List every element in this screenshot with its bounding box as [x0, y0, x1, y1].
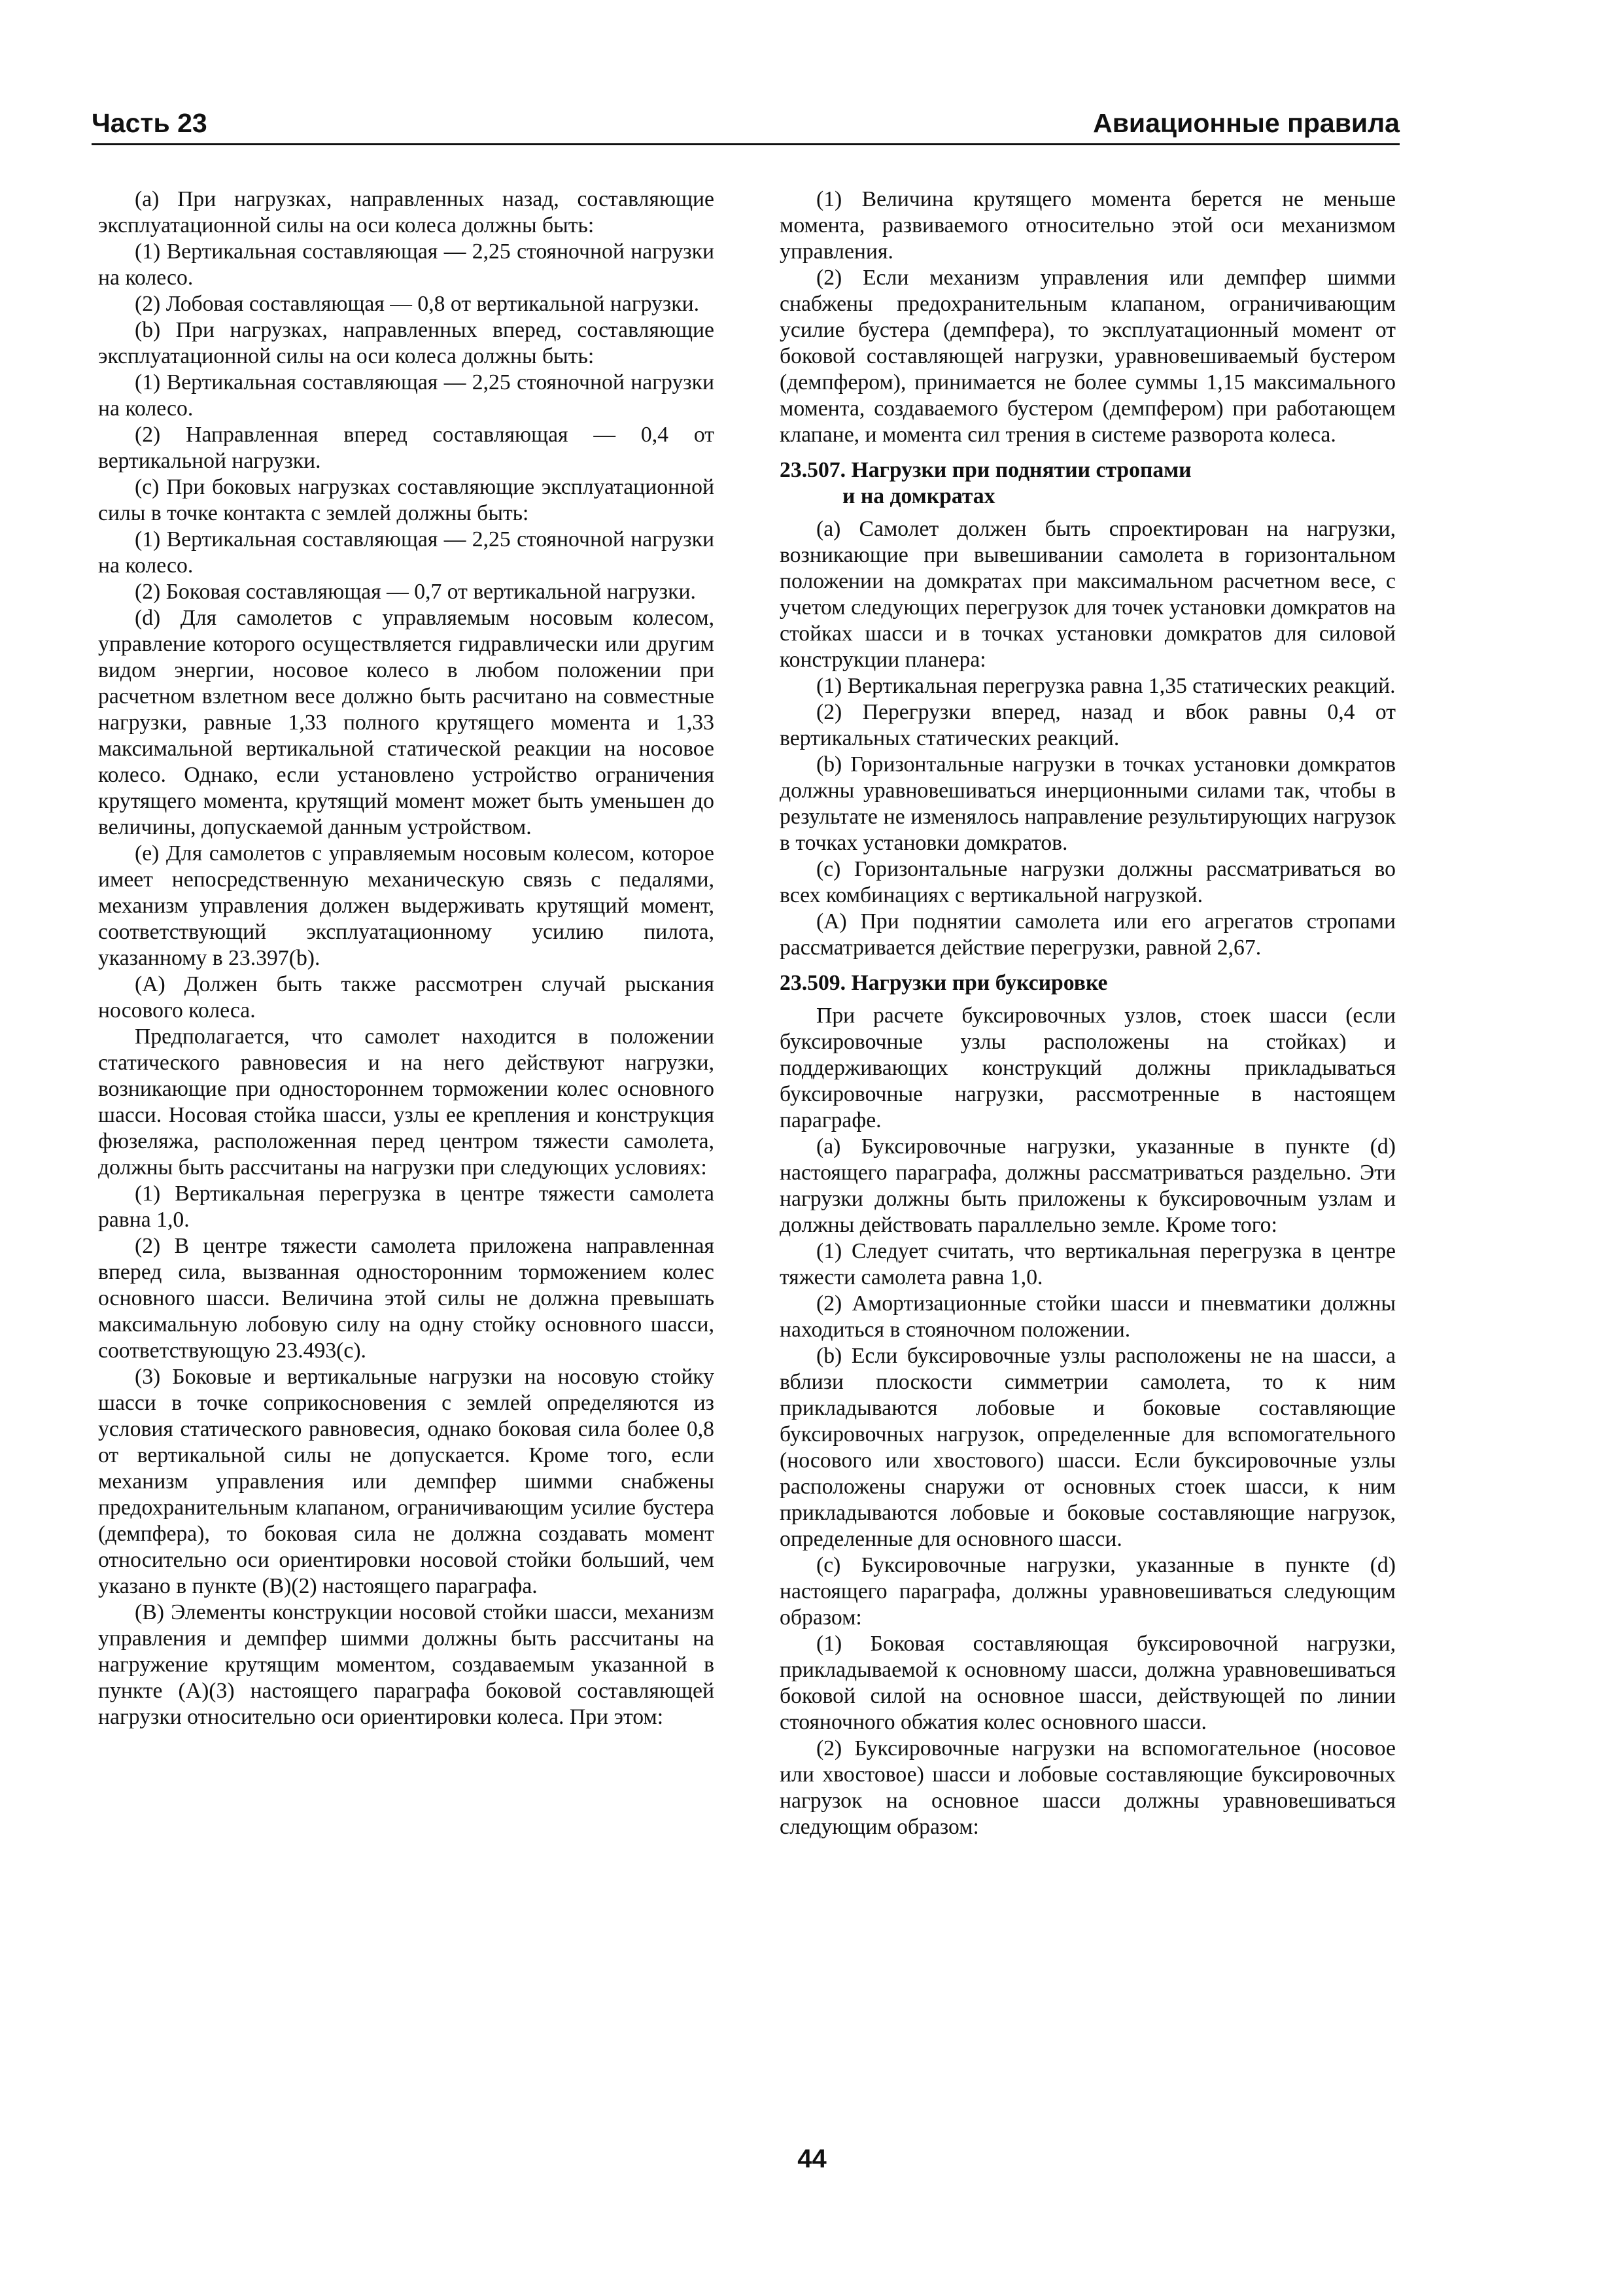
- paragraph: При расчете буксировочных узлов, стоек шасси (если буксировочные узлы расположены на стойках) и поддерживающих конструкций должны прикладываться буксировочные нагрузки, рассмотренные в настоящем параграфе.: [780, 1004, 1396, 1132]
- paragraph: (2) Амортизационные стойки шасси и пневматики должны находиться в стояночном положении.: [780, 1291, 1396, 1342]
- paragraph: (c) При боковых нагрузках составляющие эксплуатационной силы в точке контакта с землей должны быть:: [98, 475, 714, 525]
- running-header: [92, 98, 1400, 145]
- paragraph: (2) Боковая составляющая — 0,7 от вертикальной нагрузки.: [135, 580, 696, 604]
- paragraph: (2) Перегрузки вперед, назад и вбок равны 0,4 от вертикальных статических реакций.: [780, 700, 1396, 750]
- paragraph: (b) При нагрузках, направленных вперед, составляющие эксплуатационной силы на оси колеса должны быть:: [98, 318, 714, 368]
- paragraph: (1) Вертикальная перегрузка равна 1,35 статических реакций.: [816, 674, 1396, 698]
- paragraph: (2) Лобовая составляющая — 0,8 от вертикальной нагрузки.: [135, 292, 700, 316]
- paragraph: (2) В центре тяжести самолета приложена направленная вперед сила, вызванная односторонним торможением колес основного шасси. Величина этой силы не должна превышать максимальную лобовую силу на одну стойку основного шасси, соответствующую 23.493(c).: [98, 1234, 714, 1363]
- header-document-title: Авиационные правила: [1093, 108, 1400, 138]
- paragraph: (c) Горизонтальные нагрузки должны рассматриваться во всех комбинациях с вертикальной нагрузкой.: [780, 857, 1396, 907]
- paragraph: (a) При нагрузках, направленных назад, составляющие эксплуатационной силы на оси колеса должны быть:: [98, 187, 714, 237]
- section-heading-line: и на домкратах: [842, 484, 995, 508]
- paragraph: (a) Самолет должен быть спроектирован на нагрузки, возникающие при вывешивании самолета в горизонтальном положении на домкратах при максимальном расчетном весе, с учетом следующих перегрузок для точек установки домкратов на стойках шасси и в точках установки домкратов для силовой конструкции планера:: [780, 517, 1396, 672]
- paragraph: (3) Боковые и вертикальные нагрузки на носовую стойку шасси в точке соприкосновения с землей определяются из условия статического равновесия, однако боковая сила более 0,8 от вертикальной силы не допускается. Кроме того, если механизм управления или демпфер шимми снабжены предохранительным клапаном, ограничивающим усилие бустера (демпфера), то боковая сила не должна создавать момент относительно оси ориентировки носовой стойки больший, чем указано в пункте (B)(2) настоящего параграфа.: [98, 1365, 714, 1598]
- right-column: [780, 186, 1396, 1840]
- paragraph: (b) Если буксировочные узлы расположены не на шасси, а вблизи плоскости симметрии самолета, то к ним прикладываются лобовые и боковые составляющие буксировочных нагрузок, определенные для вспомогательного (носового или хвостового) шасси. Если буксировочные узлы расположены снаружи от основных стоек шасси, к ним прикладываются лобовые и боковые составляющие нагрузок, определенные для основного шасси.: [780, 1344, 1396, 1551]
- paragraph: (a) Буксировочные нагрузки, указанные в пункте (d) настоящего параграфа, должны рассматриваться раздельно. Эти нагрузки должны быть приложены к буксировочным узлам и должны действовать параллельно земле. Кроме того:: [780, 1134, 1396, 1237]
- section-heading-23-507: [780, 457, 1396, 510]
- paragraph: (c) Буксировочные нагрузки, указанные в пункте (d) настоящего параграфа, должны уравновешиваться следующим образом:: [780, 1553, 1396, 1630]
- paragraph: (2) Если механизм управления или демпфер шимми снабжены предохранительным клапаном, ограничивающим усилие бустера (демпфера), то эксплуатационный момент от боковой составляющей нагрузки, уравновешиваемый бустером (демпфером), принимается не более суммы 1,15 максимального момента, создаваемого бустером (демпфером) при работающем клапане, и момента сил трения в системе разворота колеса.: [780, 266, 1396, 447]
- paragraph: (b) Горизонтальные нагрузки в точках установки домкратов должны уравновешиваться инерционными силами так, чтобы в результате не изменялось направление результирующих нагрузок в точках установки домкратов.: [780, 752, 1396, 855]
- header-part-label: Часть 23: [92, 108, 207, 138]
- paragraph: Предполагается, что самолет находится в положении статического равновесия и на него действуют нагрузки, возникающие при одностороннем торможении колес основного шасси. Носовая стойка шасси, узлы ее крепления и конструкция фюзеляжа, расположенная перед центром тяжести самолета, должны быть рассчитаны на нагрузки при следующих условиях:: [98, 1025, 714, 1180]
- page-number: 44: [797, 2145, 827, 2173]
- paragraph: (A) Должен быть также рассмотрен случай рыскания носового колеса.: [98, 972, 714, 1023]
- paragraph: (1) Боковая составляющая буксировочной нагрузки, прикладываемой к основному шасси, должна уравновешиваться боковой силой на основное шасси, действующей по линии стояночного обжатия колес основного шасси.: [780, 1632, 1396, 1734]
- paragraph: (2) Буксировочные нагрузки на вспомогательное (носовое или хвостовое) шасси и лобовые составляющие буксировочных нагрузок на основное шасси должны уравновешиваться следующим образом:: [780, 1736, 1396, 1839]
- paragraph: (d) Для самолетов с управляемым носовым колесом, управление которого осуществляется гидравлически или другим видом энергии, носовое колесо в любом положении при расчетном взлетном весе должно быть расчитано на совместные нагрузки, равные 1,33 полного крутящего момента и 1,33 максимальной вертикальной статической реакции на носовое колесо. Однако, если установлено устройство ограничения крутящего момента, крутящий момент может быть уменьшен до величины, допускаемой данным устройством.: [98, 606, 714, 839]
- paragraph: (1) Вертикальная составляющая — 2,25 стояночной нагрузки на колесо.: [98, 370, 714, 421]
- paragraph: (B) Элементы конструкции носовой стойки шасси, механизм управления и демпфер шимми должны быть рассчитаны на нагружение крутящим моментом, создаваемым указанной в пункте (A)(3) настоящего параграфа боковой составляющей нагрузки относительно оси ориентировки колеса. При этом:: [98, 1600, 714, 1729]
- section-heading-line: 23.507. Нагрузки при поднятии стропами: [780, 458, 1192, 482]
- paragraph: (1) Вертикальная составляющая — 2,25 стояночной нагрузки на колесо.: [98, 239, 714, 290]
- paragraph: (e) Для самолетов с управляемым носовым колесом, которое имеет непосредственную механическую связь с педалями, механизм управления должен выдерживать крутящий момент, соответствующий эксплуатационному усилию пилота, указанному в 23.397(b).: [98, 841, 714, 970]
- paragraph: (1) Вертикальная перегрузка в центре тяжести самолета равна 1,0.: [98, 1182, 714, 1232]
- paragraph: (1) Вертикальная составляющая — 2,25 стояночной нагрузки на колесо.: [98, 527, 714, 578]
- paragraph: (1) Следует считать, что вертикальная перегрузка в центре тяжести самолета равна 1,0.: [780, 1239, 1396, 1289]
- section-heading-23-509: 23.509. Нагрузки при буксировке: [780, 971, 1108, 995]
- header-divider: [92, 143, 1400, 145]
- paragraph: (A) При поднятии самолета или его агрегатов стропами рассматривается действие перегрузки, равной 2,67.: [780, 909, 1396, 960]
- paragraph: (2) Направленная вперед составляющая — 0,4 от вертикальной нагрузки.: [98, 423, 714, 473]
- left-column: [98, 186, 714, 1730]
- paragraph: (1) Величина крутящего момента берется не меньше момента, развиваемого относительно этой оси механизмом управления.: [780, 187, 1396, 264]
